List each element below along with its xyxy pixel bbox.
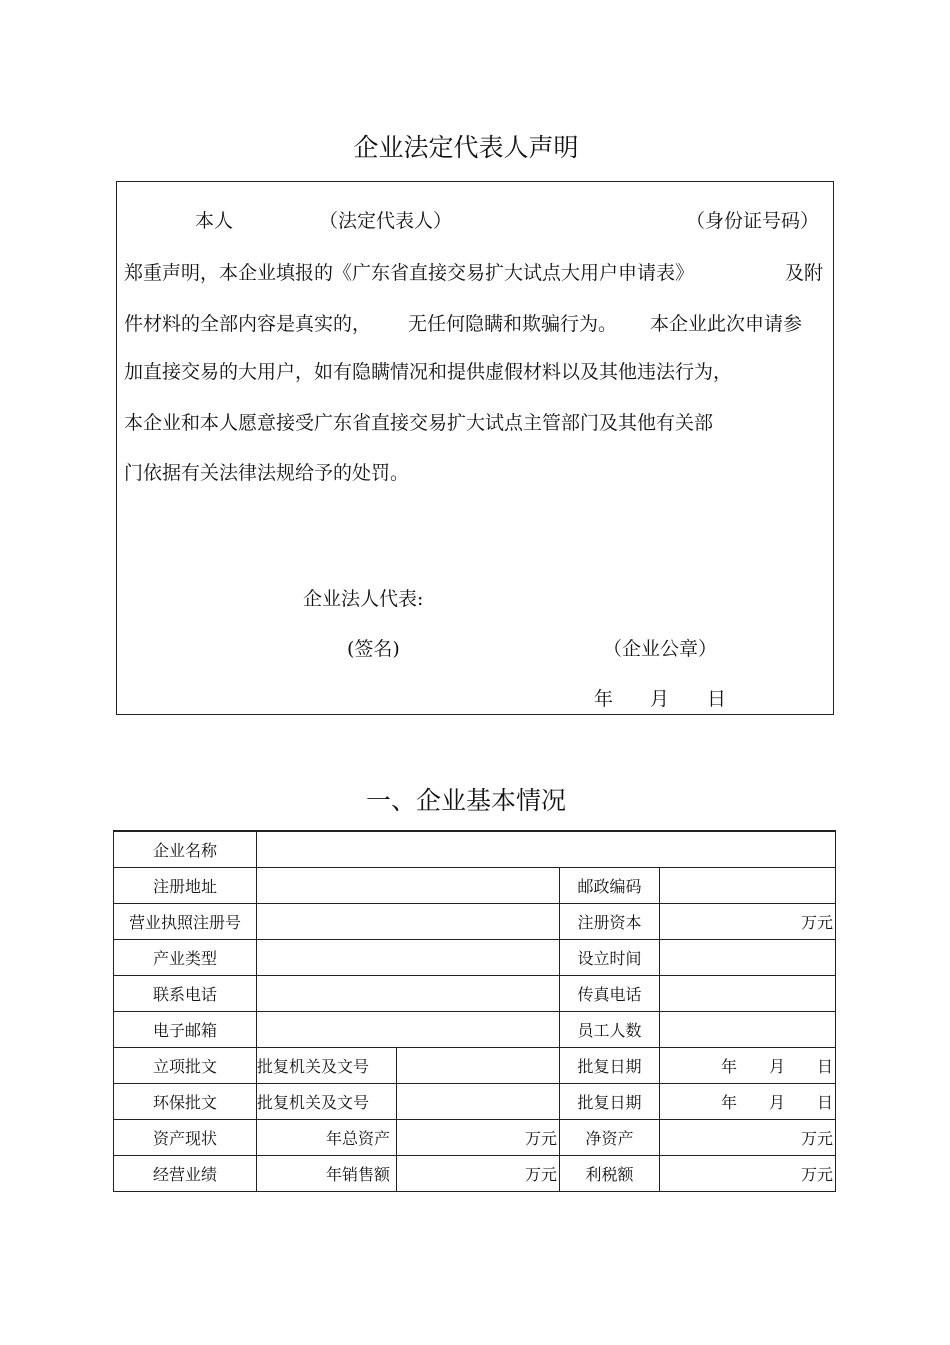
company-basic-info-table bbox=[113, 830, 836, 1192]
company-seal-label: （企业公章） bbox=[603, 638, 718, 660]
table-row bbox=[114, 1011, 836, 1047]
label-assets-status: 资产现状 bbox=[114, 1119, 257, 1155]
project-approval-authority-field[interactable] bbox=[397, 1047, 560, 1083]
industry-type-field[interactable] bbox=[257, 939, 560, 975]
label-approval-authority: 批复机关及文号 bbox=[257, 1047, 397, 1083]
label-approval-date: 批复日期 bbox=[560, 1047, 660, 1083]
reg-address-field[interactable] bbox=[257, 867, 560, 903]
decl-line1-self: 本人 bbox=[195, 210, 234, 232]
project-approval-date-field[interactable] bbox=[660, 1047, 836, 1083]
table-row bbox=[114, 1155, 836, 1191]
table-row bbox=[114, 831, 836, 867]
table-row bbox=[114, 939, 836, 975]
table-row bbox=[114, 867, 836, 903]
company-name-field[interactable] bbox=[257, 831, 836, 867]
profit-tax-field[interactable] bbox=[660, 1155, 836, 1191]
unit-wanyuan: 万元 bbox=[800, 1164, 833, 1184]
label-established: 设立时间 bbox=[560, 939, 660, 975]
established-field[interactable] bbox=[660, 939, 836, 975]
annual-sales-field[interactable] bbox=[397, 1155, 560, 1191]
total-assets-field[interactable] bbox=[397, 1119, 560, 1155]
decl-line3-a: 件材料的全部内容是真实的， bbox=[124, 313, 372, 335]
label-postcode: 邮政编码 bbox=[560, 867, 660, 903]
postcode-field[interactable] bbox=[660, 867, 836, 903]
label-company-name: 企业名称 bbox=[114, 831, 257, 867]
decl-line4: 加直接交易的大用户，如有隐瞒情况和提供虚假材料以及其他违法行为， bbox=[124, 361, 733, 383]
date-month: 月 bbox=[768, 1092, 785, 1112]
decl-line3-c: 本企业此次申请参 bbox=[650, 313, 803, 335]
decl-date-year: 年 bbox=[594, 688, 614, 710]
label-annual-sales: 年销售额 bbox=[257, 1155, 397, 1191]
env-approval-date-field[interactable] bbox=[660, 1083, 836, 1119]
decl-date-day: 日 bbox=[707, 688, 727, 710]
unit-wanyuan: 万元 bbox=[524, 1128, 557, 1148]
label-fax: 传真电话 bbox=[560, 975, 660, 1011]
label-env-approval: 环保批文 bbox=[114, 1083, 257, 1119]
label-project-approval: 立项批文 bbox=[114, 1047, 257, 1083]
label-reg-capital: 注册资本 bbox=[560, 903, 660, 939]
unit-wanyuan: 万元 bbox=[800, 912, 833, 932]
decl-line1-legal-rep: （法定代表人） bbox=[319, 210, 453, 232]
label-approval-date: 批复日期 bbox=[560, 1083, 660, 1119]
label-phone: 联系电话 bbox=[114, 975, 257, 1011]
label-total-assets: 年总资产 bbox=[257, 1119, 397, 1155]
license-no-field[interactable] bbox=[257, 903, 560, 939]
date-day: 日 bbox=[816, 1092, 833, 1112]
decl-line3-b: 无任何隐瞒和欺骗行为。 bbox=[408, 313, 618, 335]
section1-title: 一、企业基本情况 bbox=[365, 786, 566, 815]
legal-rep-label: 企业法人代表: bbox=[303, 588, 424, 610]
label-performance: 经营业绩 bbox=[114, 1155, 257, 1191]
decl-line5: 本企业和本人愿意接受广东省直接交易扩大试点主管部门及其他有关部 bbox=[124, 412, 714, 434]
label-email: 电子邮箱 bbox=[114, 1011, 257, 1047]
decl-line2: 郑重声明，本企业填报的《广东省直接交易扩大试点大用户申请表》 bbox=[124, 262, 695, 284]
decl-line2-end: 及附 bbox=[785, 262, 824, 284]
decl-date-month: 月 bbox=[650, 688, 670, 710]
unit-wanyuan: 万元 bbox=[800, 1128, 833, 1148]
declaration-title: 企业法定代表人声明 bbox=[353, 133, 579, 162]
label-net-assets: 净资产 bbox=[560, 1119, 660, 1155]
decl-line1-id-number: （身份证号码） bbox=[686, 210, 820, 232]
date-year: 年 bbox=[720, 1092, 737, 1112]
decl-line6: 门依据有关法律法规给予的处罚。 bbox=[124, 462, 410, 484]
email-field[interactable] bbox=[257, 1011, 560, 1047]
label-reg-address: 注册地址 bbox=[114, 867, 257, 903]
table-row bbox=[114, 975, 836, 1011]
fax-field[interactable] bbox=[660, 975, 836, 1011]
net-assets-field[interactable] bbox=[660, 1119, 836, 1155]
employees-field[interactable] bbox=[660, 1011, 836, 1047]
table-row bbox=[114, 1119, 836, 1155]
signature-label: (签名) bbox=[347, 638, 400, 660]
date-year: 年 bbox=[720, 1056, 737, 1076]
date-day: 日 bbox=[816, 1056, 833, 1076]
phone-field[interactable] bbox=[257, 975, 560, 1011]
label-industry-type: 产业类型 bbox=[114, 939, 257, 975]
label-profit-tax: 利税额 bbox=[560, 1155, 660, 1191]
label-license-no: 营业执照注册号 bbox=[114, 903, 257, 939]
date-month: 月 bbox=[768, 1056, 785, 1076]
label-employees: 员工人数 bbox=[560, 1011, 660, 1047]
reg-capital-field[interactable] bbox=[660, 903, 836, 939]
table-row bbox=[114, 1083, 836, 1119]
unit-wanyuan: 万元 bbox=[524, 1164, 557, 1184]
table-row bbox=[114, 903, 836, 939]
env-approval-authority-field[interactable] bbox=[397, 1083, 560, 1119]
label-approval-authority: 批复机关及文号 bbox=[257, 1083, 397, 1119]
table-row bbox=[114, 1047, 836, 1083]
